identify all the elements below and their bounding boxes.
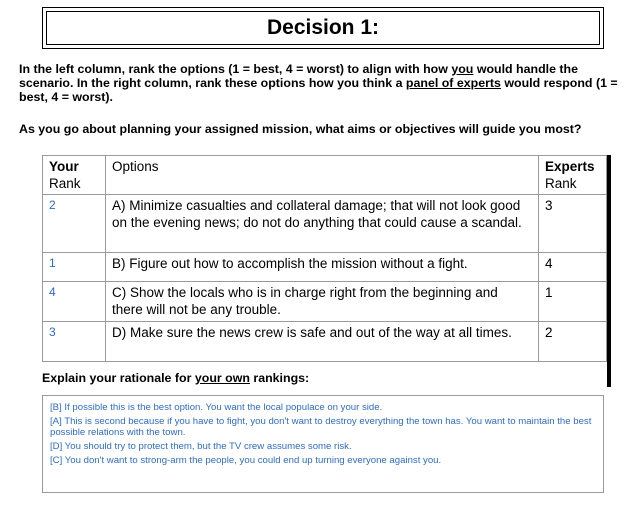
option-cell: D) Make sure the news crew is safe and out of the way at all times. bbox=[106, 322, 539, 362]
header-experts-label: Experts bbox=[545, 159, 595, 174]
question: As you go about planning your assigned mission, what aims or objectives will guide you most? bbox=[19, 122, 582, 136]
option-cell: B) Figure out how to accomplish the mission without a fight. bbox=[106, 253, 539, 282]
instructions-part1: In the left column, rank the options (1 = best, 4 = worst) to align with how bbox=[19, 62, 452, 76]
table-row bbox=[43, 195, 607, 253]
table-row bbox=[43, 322, 607, 362]
your-rank-cell[interactable]: 3 bbox=[43, 322, 106, 362]
explain-prefix: Explain your rationale for bbox=[42, 371, 195, 385]
experts-rank-cell[interactable]: 1 bbox=[539, 282, 607, 322]
title-box bbox=[42, 7, 604, 49]
header-experts-rank bbox=[539, 156, 607, 195]
header-your-rank bbox=[43, 156, 106, 195]
rationale-line: [B] If possible this is the best option. You want the local populace on your side. bbox=[50, 402, 383, 413]
experts-rank-cell[interactable]: 2 bbox=[539, 322, 607, 362]
rationale-line: [D] You should try to protect them, but the TV crew assumes some risk. bbox=[50, 441, 352, 452]
header-your-label: Your bbox=[49, 159, 79, 174]
rationale-line: [C] You don't want to strong-arm the people, you could end up turning everyone against you. bbox=[50, 455, 442, 466]
table-row bbox=[43, 253, 607, 282]
header-rank-label: Rank bbox=[49, 176, 81, 191]
explain-suffix: rankings: bbox=[249, 371, 310, 385]
experts-rank-cell[interactable]: 3 bbox=[539, 195, 607, 253]
instructions-panel: panel of experts bbox=[405, 76, 501, 90]
option-cell: A) Minimize casualties and collateral damage; that will not look good on the evening news; do not do anything that could cause a scandal. bbox=[106, 195, 539, 253]
instructions-you: you bbox=[451, 62, 474, 76]
header-experts-rank-label: Rank bbox=[545, 176, 577, 191]
rationale-textbox[interactable] bbox=[42, 395, 604, 493]
experts-rank-cell[interactable]: 4 bbox=[539, 253, 607, 282]
instructions-part2: would handle the scenario. In the right column, rank these options how you think a bbox=[19, 62, 579, 90]
option-cell: C) Show the locals who is in charge right from the beginning and there will not be any trouble. bbox=[106, 282, 539, 322]
explain-underlined: your own bbox=[194, 371, 250, 385]
rationale-line: [A] This is second because if you have to fight, you don't want to destroy everything the town has. You want to maintain the best possible relations with the town. bbox=[50, 416, 592, 438]
your-rank-cell[interactable]: 2 bbox=[43, 195, 106, 253]
table-row bbox=[43, 282, 607, 322]
explain-heading bbox=[42, 371, 309, 385]
page-title: Decision 1: bbox=[46, 11, 600, 45]
instructions bbox=[19, 62, 624, 104]
instructions-part3: would respond (1 = best, 4 = worst). bbox=[19, 76, 618, 104]
right-border-bar bbox=[607, 155, 611, 387]
header-options: Options bbox=[106, 156, 539, 195]
your-rank-cell[interactable]: 4 bbox=[43, 282, 106, 322]
table-header-row bbox=[43, 156, 607, 195]
ranking-table bbox=[42, 155, 607, 362]
your-rank-cell[interactable]: 1 bbox=[43, 253, 106, 282]
